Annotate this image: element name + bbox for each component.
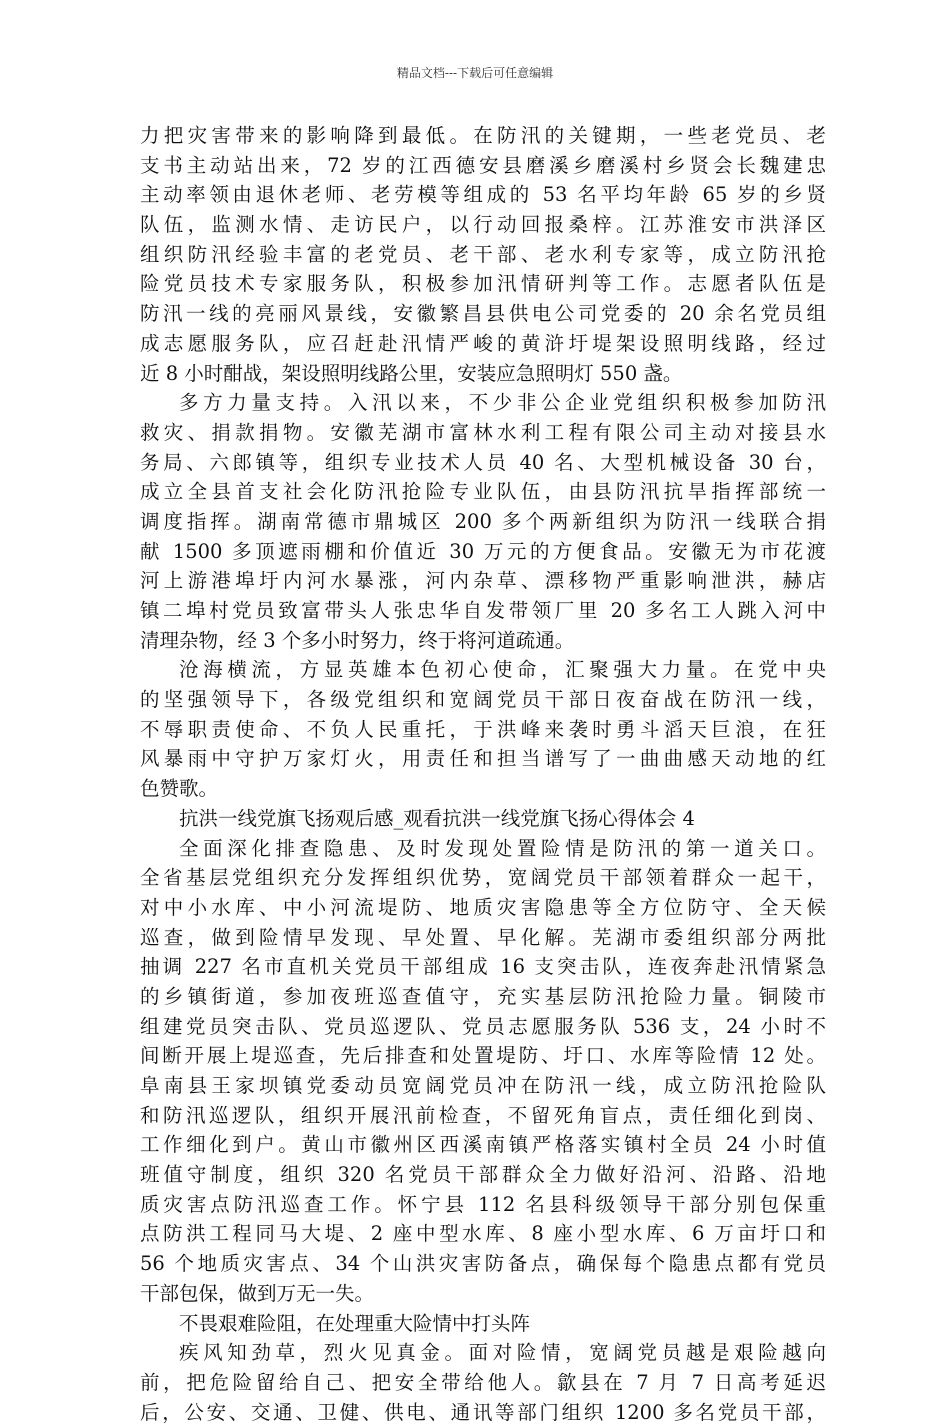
text-line: 的坚强领导下，各级党组织和宽阔党员干部日夜奋战在防汛一线， bbox=[140, 688, 826, 712]
text-line: 险党员技术专家服务队，积极参加汛情研判等工作。志愿者队伍是 bbox=[140, 272, 826, 296]
text-line: 的乡镇街道，参加夜班巡查值守，充实基层防汛抢险力量。铜陵市 bbox=[140, 984, 826, 1008]
text-line: 队伍，监测水情、走访民户，以行动回报桑梓。江苏淮安市洪泽区 bbox=[140, 213, 826, 237]
text-line: 阜南县王家坝镇党委动员宽阔党员冲在防汛一线，成立防汛抢险队 bbox=[140, 1074, 826, 1097]
text-line: 近 8 小时酣战，架设照明线路公里，安装应急照明灯 550 盏。 bbox=[140, 361, 683, 385]
page-header: 精品文档---下载后可任意编辑 bbox=[396, 66, 554, 80]
text-line: 成志愿服务队，应召赶赴汛情严峻的黄浒圩堤架设照明线路，经过 bbox=[140, 331, 826, 355]
text-line: 工作细化到户。黄山市徽州区西溪南镇严格落实镇村全员 24 小时值 bbox=[140, 1133, 826, 1157]
text-line: 调度指挥。湖南常德市鼎城区 200 多个两新组织为防汛一线联合捐 bbox=[140, 509, 826, 533]
text-line: 干部包保，做到万无一失。 bbox=[140, 1281, 375, 1305]
text-line: 对中小水库、中小河流堤防、地质灾害隐患等全方位防守、全天候 bbox=[140, 895, 826, 919]
text-line: 不辱职责使命、不负人民重托，于洪峰来袭时勇斗滔天巨浪，在狂 bbox=[140, 717, 826, 741]
text-line: 献 1500 多顶遮雨棚和价值近 30 万元的方便食品。安徽无为市花渡 bbox=[140, 539, 826, 563]
text-line: 清理杂物，经 3 个多小时努力，终于将河道疏通。 bbox=[140, 628, 575, 652]
text-line: 组织防汛经验丰富的老党员、老干部、老水利专家等，成立防汛抢 bbox=[140, 242, 826, 266]
text-line: 巡查，做到险情早发现、早处置、早化解。芜湖市委组织部分两批 bbox=[140, 925, 826, 949]
text-line: 色赞歌。 bbox=[140, 777, 219, 801]
text-line: 成立全县首支社会化防汛抢险专业队伍，由县防汛抗旱指挥部统一 bbox=[140, 480, 826, 504]
text-line: 河上游港埠圩内河水暴涨，河内杂草、漂移物严重影响泄洪，赫店 bbox=[140, 569, 826, 593]
text-line: 力把灾害带来的影响降到最低。在防汛的关键期，一些老党员、老 bbox=[140, 124, 826, 147]
text-line: 防汛一线的亮丽风景线，安徽繁昌县供电公司党委的 20 余名党员组 bbox=[140, 302, 826, 326]
text-line: 全面深化排查隐患、及时发现处置险情是防汛的第一道关口。 bbox=[179, 836, 826, 860]
text-line: 和防汛巡逻队，组织开展汛前检查，不留死角盲点，责任细化到岗、 bbox=[140, 1103, 826, 1127]
text-line: 镇二埠村党员致富带头人张忠华自发带领厂里 20 多名工人跳入河中 bbox=[140, 599, 826, 622]
text-line: 务局、六郎镇等，组织专业技术人员 40 名、大型机械设备 30 台， bbox=[140, 450, 826, 474]
text-line: 质灾害点防汛巡查工作。怀宁县 112 名县科级领导干部分别包保重 bbox=[140, 1192, 826, 1216]
text-line: 组建党员突击队、党员巡逻队、党员志愿服务队 536 支，24 小时不 bbox=[140, 1014, 826, 1038]
text-line: 间断开展上堤巡查，先后排查和处置堤防、圩口、水库等险情 12 处。 bbox=[140, 1044, 826, 1068]
text-line: 56 个地质灾害点、34 个山洪灾害防备点，确保每个隐患点都有党员 bbox=[140, 1252, 826, 1276]
text-line: 沧海横流，方显英雄本色初心使命，汇聚强大力量。在党中央 bbox=[179, 658, 826, 682]
text-line: 支书主动站出来，72 岁的江西德安县磨溪乡磨溪村乡贤会长魏建忠 bbox=[140, 153, 826, 177]
text-line: 疾风知劲草，烈火见真金。面对险情，宽阔党员越是艰险越向 bbox=[179, 1341, 826, 1365]
text-line: 不畏艰难险阻，在处理重大险情中打头阵 bbox=[179, 1311, 531, 1335]
text-line: 全省基层党组织充分发挥组织优势，宽阔党员干部领着群众一起干， bbox=[140, 866, 826, 890]
document-body bbox=[140, 121, 826, 1427]
text-line: 抽调 227 名市直机关党员干部组成 16 支突击队，连夜奔赴汛情紧急 bbox=[140, 955, 826, 979]
text-line: 多方力量支持。入汛以来，不少非公企业党组织积极参加防汛 bbox=[179, 391, 826, 415]
text-line: 主动率领由退休老师、老劳模等组成的 53 名平均年龄 65 岁的乡贤 bbox=[140, 183, 826, 207]
text-line: 风暴雨中守护万家灯火，用责任和担当谱写了一曲曲感天动地的红 bbox=[140, 747, 826, 771]
text-line: 救灾、捐款捐物。安徽芜湖市富林水利工程有限公司主动对接县水 bbox=[140, 420, 826, 444]
text-line: 前，把危险留给自己、把安全带给他人。歙县在 7 月 7 日高考延迟 bbox=[140, 1370, 826, 1394]
text-line: 后，公安、交通、卫健、供电、通讯等部门组织 1200 多名党员干部， bbox=[140, 1400, 826, 1424]
text-line: 班值守制度，组织 320 名党员干部群众全力做好沿河、沿路、沿地 bbox=[140, 1163, 826, 1187]
text-line: 抗洪一线党旗飞扬观后感_观看抗洪一线党旗飞扬心得体会 4 bbox=[179, 806, 695, 830]
text-line: 点防洪工程同马大堤、2 座中型水库、8 座小型水库、6 万亩圩口和 bbox=[140, 1222, 826, 1246]
